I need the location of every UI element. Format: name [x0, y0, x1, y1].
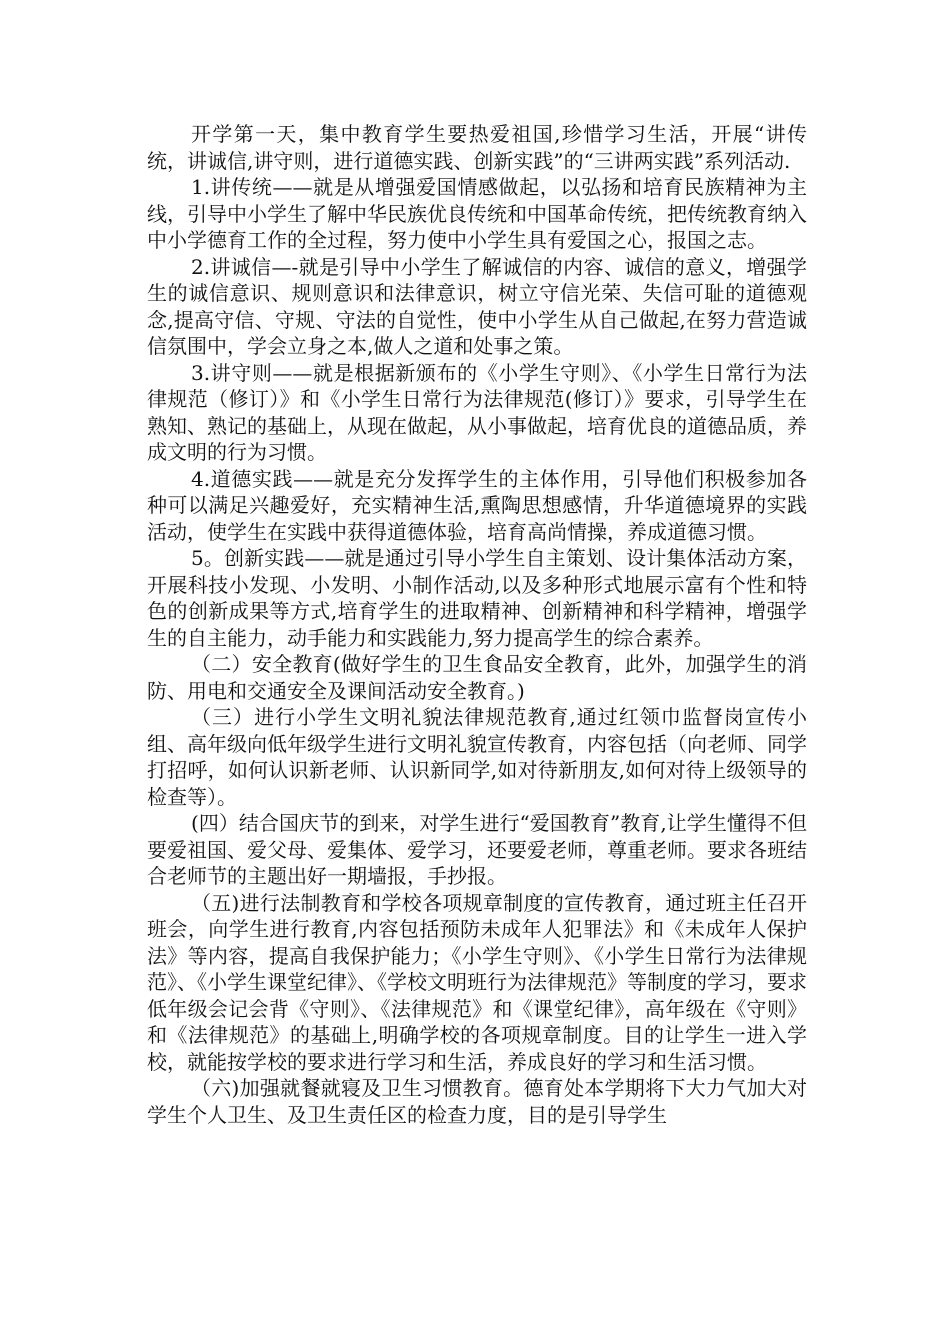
paragraph-integrity: 2.讲诚信—-就是引导中小学生了解诚信的内容、诚信的意义，增强学生的诚信意识、规则意识和法律意识，树立守信光荣、失信可耻的道德观念,提高守信、守规、守法的自觉性，使中小学生从自己做起,在努力营造诚信氛围中，学会立身之本,做人之道和处事之策。 [147, 254, 807, 358]
paragraph-patriotic-education: (四）结合国庆节的到来，对学生进行“爱国教育”教育,让学生懂得不但要爱祖国、爱父母、爱集体、爱学习，还要爱老师，尊重老师。要求各班结合老师节的主题出好一期墙报，手抄报。 [147, 811, 807, 888]
paragraph-etiquette-education: （三）进行小学生文明礼貌法律规范教育,通过红领巾监督岗宣传小组、高年级向低年级学生进行文明礼貌宣传教育，内容包括（向老师、同学打招呼，如何认识新老师、认识新同学,如对待新朋友,如何对待上级领导的检查等）。 [147, 705, 807, 809]
paragraph-tradition: 1.讲传统——就是从增强爱国情感做起，以弘扬和培育民族精神为主线，引导中小学生了解中华民族优良传统和中国革命传统，把传统教育纳入中小学德育工作的全过程，努力使中小学生具有爱国之心，报国之志。 [147, 175, 807, 252]
paragraph-rules: 3.讲守则——就是根据新颁布的《小学生守则》、《小学生日常行为法律规范（修订）》和《小学生日常行为法律规范(修订）》要求，引导学生在熟知、熟记的基础上，从现在做起，从小事做起，培育优良的道德品质，养成文明的行为习惯。 [147, 360, 807, 464]
paragraph-legal-education: （五)进行法制教育和学校各项规章制度的宣传教育，通过班主任召开班会，向学生进行教育,内容包括预防未成年人犯罪法》和《未成年人保护法》等内容，提高自我保护能力；《小学生守则》、《小学生日常行为法律规范》、《小学生课堂纪律》、《学校文明班行为法律规范》等制度的学习，要求低年级会记会背《守则》、《法律规范》和《课堂纪律》，高年级在《守则》和《法律规范》的基础上,明确学校的各项规章制度。目的让学生一进入学校，就能按学校的要求进行学习和生活，养成良好的学习和生活习惯。 [147, 890, 807, 1074]
paragraph-intro: 开学第一天，集中教育学生要热爱祖国,珍惜学习生活，开展“讲传统，讲诚信,讲守则，进行道德实践、创新实践”的“三讲两实践”系列活动. [147, 122, 807, 173]
document-body [147, 121, 807, 1128]
paragraph-safety-education: （二）安全教育(做好学生的卫生食品安全教育，此外，加强学生的消防、用电和交通安全及课间活动安全教育。) [147, 652, 807, 703]
paragraph-moral-practice: 4.道德实践——就是充分发挥学生的主体作用，引导他们积极参加各种可以满足兴趣爱好，充实精神生活,熏陶思想感情，升华道德境界的实践活动，使学生在实践中获得道德体验，培育高尚情操，养成道德习惯。 [147, 466, 807, 544]
paragraph-hygiene-education: （六)加强就餐就寝及卫生习惯教育。德育处本学期将下大力气加大对学生个人卫生、及卫生责任区的检查力度，目的是引导学生 [147, 1076, 807, 1127]
paragraph-innovation-practice: 5。创新实践——就是通过引导小学生自主策划、设计集体活动方案，开展科技小发现、小发明、小制作活动,以及多种形式地展示富有个性和特色的创新成果等方式,培育学生的进取精神、创新精神和科学精神，增强学生的自主能力，动手能力和实践能力,努力提高学生的综合素养。 [147, 546, 807, 650]
